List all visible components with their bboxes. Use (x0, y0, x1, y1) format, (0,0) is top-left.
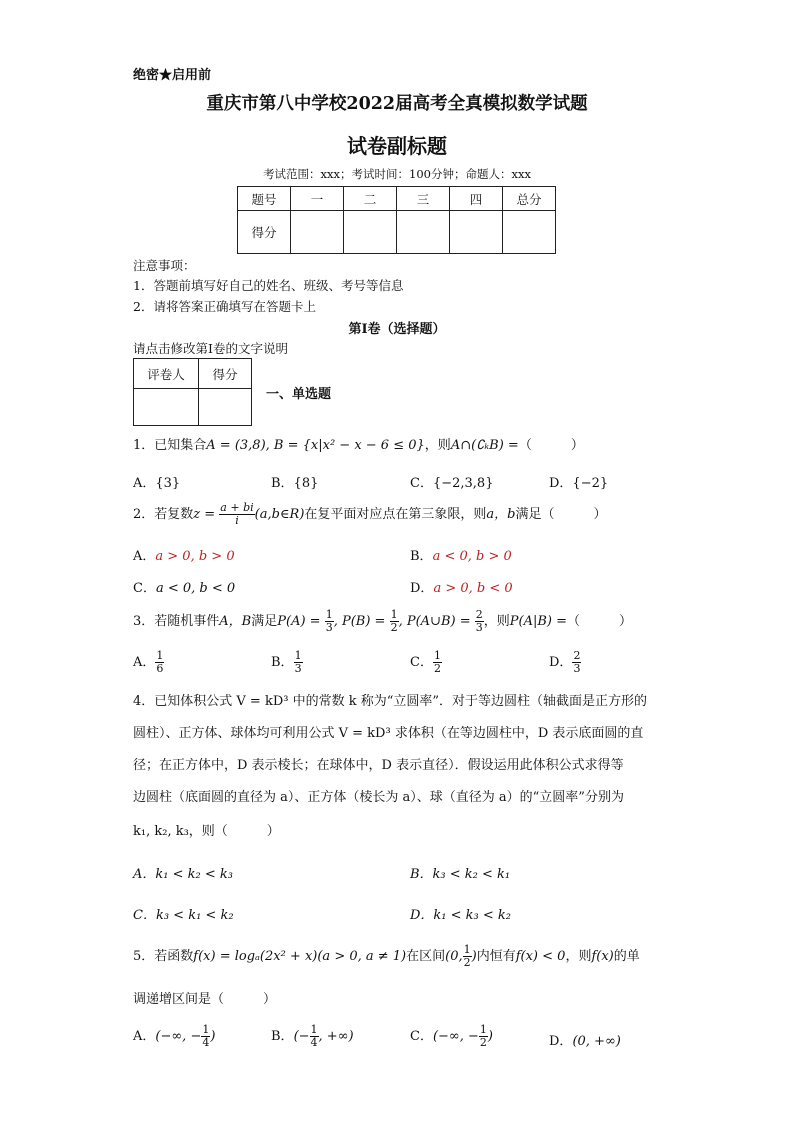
option-pre: (−∞, − (432, 1029, 479, 1044)
option-label: A． (133, 1029, 156, 1044)
option-post: ) (487, 1029, 493, 1044)
q2-z: z = (193, 507, 216, 522)
q3-text-b: 满足 (251, 614, 278, 629)
q1-set-b-open: , B = { (265, 438, 311, 453)
q5-text-e: 的单 (613, 949, 640, 964)
secret-mark: 绝密★启用前 (133, 68, 212, 83)
q3-post: ，则 (483, 614, 510, 629)
q2-text: 2．若复数 (133, 507, 194, 522)
q3-answer-blank: （ ） (567, 614, 633, 629)
q2-option-d[interactable] (410, 577, 513, 596)
option-pre: (0, +∞) (572, 1034, 621, 1049)
q1-set-a: A = (3,8) (206, 438, 266, 453)
q3-option-c[interactable] (410, 650, 442, 675)
q1-option-b[interactable]: B．{8} (271, 476, 319, 491)
question-4-line: 4．已知体积公式 V = kD³ 中的常数 k 称为“立圆率”．对于等边圆柱（轴截面是正方形的 (133, 694, 648, 709)
grader-cell[interactable] (134, 389, 199, 426)
score-row-label: 得分 (238, 211, 291, 254)
q2-denominator: i (235, 514, 239, 527)
q3-fraction (475, 609, 484, 634)
score-header-cell: 题号 (238, 187, 291, 211)
q1-option-c[interactable]: C．{−2,3,8} (410, 476, 494, 491)
option-label: D． (549, 655, 573, 670)
q3-fraction (390, 609, 399, 634)
question-1 (133, 434, 584, 453)
question-4-line: k₁, k₂, k₃，则（ ） (133, 824, 280, 839)
q2-option-b[interactable] (410, 545, 512, 564)
q1-expression: A∩(∁ₖB) = (450, 438, 519, 453)
q5-function: f(x) = logₐ(2x² + x)(a > 0, a ≠ 1) (193, 949, 407, 964)
q3-option-d[interactable] (549, 650, 581, 675)
score-cell[interactable] (503, 211, 556, 254)
exam-info: 考试范围：xxx；考试时间：100分钟；命题人：xxx (263, 167, 531, 181)
q5-option-a[interactable] (133, 1024, 215, 1049)
option-post: , +∞) (318, 1029, 354, 1044)
numerator: 2 (573, 649, 581, 662)
part-title: 第I卷（选择题） (348, 322, 446, 337)
q2-fraction (219, 502, 254, 527)
q1-text-b: ，则 (424, 438, 451, 453)
part-description[interactable]: 请点击修改第I卷的文字说明 (133, 341, 288, 356)
grader-table (133, 358, 252, 426)
numerator: 1 (479, 1023, 487, 1036)
q3-option-b[interactable] (271, 650, 303, 675)
numerator: 1 (156, 649, 164, 662)
q2-option-c[interactable] (133, 577, 235, 596)
denominator: 3 (294, 662, 302, 675)
denominator: 3 (573, 662, 581, 675)
grader-header-cell: 评卷人 (134, 359, 199, 389)
option-label: C． (410, 655, 433, 670)
section-heading: 一、单选题 (266, 387, 332, 402)
q4-option-b[interactable]: B．k₃ < k₂ < k₁ (410, 867, 511, 882)
numerator: 1 (202, 1023, 210, 1036)
q1-set-b-body: x|x² − x − 6 ≤ 0 (310, 438, 417, 453)
exam-title: 重庆市第八中学校2022届高考全真模拟数学试题 (206, 94, 588, 114)
q1-text: 1．已知集合 (133, 438, 207, 453)
q5-text-b: 在区间 (406, 949, 446, 964)
score-cell[interactable] (344, 211, 397, 254)
q2-option-a[interactable] (133, 545, 235, 564)
score-header-cell: 二 (344, 187, 397, 211)
question-3 (133, 609, 632, 634)
numerator: 1 (463, 943, 471, 956)
q5-interval-close: ) (471, 949, 477, 964)
denominator: 2 (390, 621, 398, 634)
denominator: 2 (479, 1036, 487, 1049)
q5-option-c[interactable] (410, 1024, 493, 1049)
question-5 (133, 944, 640, 969)
denominator: 4 (202, 1036, 210, 1049)
q5-option-b[interactable] (271, 1024, 354, 1049)
q3-text: 3．若随机事件 (133, 614, 220, 629)
q5-text-d: ，则 (565, 949, 592, 964)
score-header-cell: 四 (450, 187, 503, 211)
question-5-line: 调递增区间是（ ） (133, 992, 277, 1007)
q2-numerator: a + bi (220, 501, 254, 514)
q5-interval-fraction (463, 944, 472, 969)
q5-condition: f(x) < 0 (515, 949, 566, 964)
score-header-cell: 三 (397, 187, 450, 211)
numerator: 1 (310, 1023, 318, 1036)
denominator: 6 (156, 662, 164, 675)
option-label: B． (271, 1029, 294, 1044)
option-label: D． (410, 581, 434, 596)
option-label: A． (133, 549, 156, 564)
q2-text-b: 在复平面对应点在第三象限，则 (304, 507, 487, 522)
q5-function-ref: f(x) (591, 949, 614, 964)
denominator: 3 (475, 621, 483, 634)
q2-text-c: 满足（ ） (515, 507, 607, 522)
numerator: 1 (433, 649, 441, 662)
score-header-cell: 总分 (503, 187, 556, 211)
numerator: 1 (390, 608, 398, 621)
score-cell[interactable] (397, 211, 450, 254)
score-table (237, 186, 556, 254)
question-2 (133, 502, 607, 527)
question-4-line: 径；在正方体中，D 表示棱长；在球体中，D 表示直径）．假设运用此体积公式求得等 (133, 758, 624, 773)
option-pre: (−∞, − (155, 1029, 202, 1044)
score-cell[interactable] (450, 211, 503, 254)
numerator: 2 (475, 608, 483, 621)
q3-fraction (325, 609, 334, 634)
option-value: a < 0, b > 0 (432, 549, 512, 564)
q2-condition: (a,b∈R) (254, 507, 305, 522)
q3-option-a[interactable] (133, 650, 164, 675)
numerator: 1 (325, 608, 333, 621)
q1-set-b-close: } (416, 438, 425, 453)
q3-pa: P(A) = (277, 614, 321, 629)
q3-pab: , P(A∪B) = (398, 614, 471, 629)
denominator: 2 (463, 956, 471, 969)
option-label: B． (410, 549, 433, 564)
question-4-line: 边圆柱（底面圆的直径为 a）、正方体（棱长为 a）、球（直径为 a）的“立圆率”分别为 (133, 790, 624, 805)
option-value: a > 0, b > 0 (155, 549, 235, 564)
denominator: 3 (325, 621, 333, 634)
denominator: 2 (433, 662, 441, 675)
grader-header-cell: 得分 (199, 359, 252, 389)
exam-subtitle: 试卷副标题 (347, 134, 447, 158)
notice-title: 注意事项： (133, 258, 196, 273)
q5-option-d[interactable] (549, 1030, 621, 1049)
q1-answer-blank: （ ） (518, 438, 584, 453)
q1-option-a[interactable]: A．{3} (133, 476, 181, 491)
question-4-line: 圆柱）、正方体、球体均可利用公式 V = kD³ 求体积（在等边圆柱中，D 表示底面圆的直 (133, 726, 644, 741)
option-label: A． (133, 655, 156, 670)
score-header-cell: 一 (291, 187, 344, 211)
score-cell[interactable] (291, 211, 344, 254)
q4-option-a[interactable]: A．k₁ < k₂ < k₃ (133, 867, 233, 882)
notice-item: 1．答题前填写好自己的姓名、班级、考号等信息 (133, 278, 404, 293)
notice-item: 2．请将答案正确填写在答题卡上 (133, 299, 316, 314)
q2-ab: a，b (486, 507, 516, 522)
option-pre: (− (293, 1029, 310, 1044)
denominator: 4 (310, 1036, 318, 1049)
q3-condition: P(A|B) = (509, 614, 567, 629)
q1-option-d[interactable]: D．{−2} (549, 476, 609, 491)
q3-ab: A，B (219, 614, 252, 629)
option-value: a < 0, b < 0 (155, 581, 236, 596)
q5-interval-open: (0, (445, 949, 463, 964)
option-post: ) (210, 1029, 216, 1044)
q5-text-c: 内恒有 (476, 949, 516, 964)
option-value: a > 0, b < 0 (433, 581, 513, 596)
numerator: 1 (294, 649, 302, 662)
option-label: D． (549, 1034, 573, 1049)
q3-pb: , P(B) = (333, 614, 386, 629)
q4-option-c[interactable]: C．k₃ < k₁ < k₂ (133, 908, 234, 923)
option-label: C． (410, 1029, 433, 1044)
q5-text: 5．若函数 (133, 949, 194, 964)
q4-option-d[interactable]: D．k₁ < k₃ < k₂ (410, 908, 512, 923)
option-label: B． (271, 655, 294, 670)
option-label: C． (133, 581, 156, 596)
grader-cell[interactable] (199, 389, 252, 426)
